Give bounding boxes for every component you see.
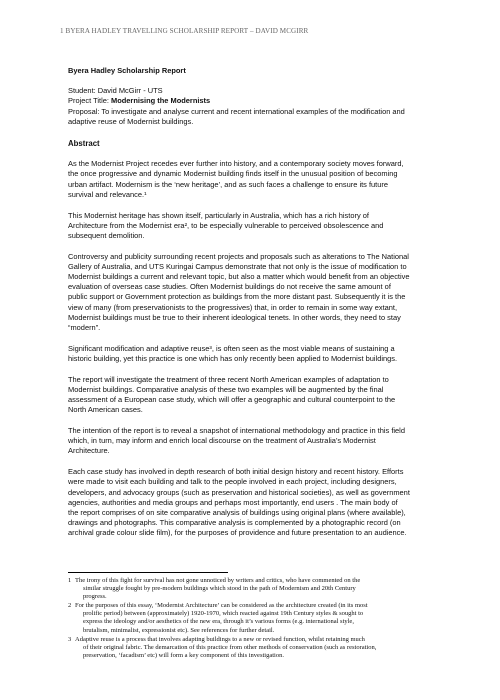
footnotes xyxy=(68,572,463,661)
footnote-line: For the purposes of this essay, ‘Modernist Architecture’ can be considered as the architecture created (in its most xyxy=(75,602,368,610)
footnote-number: 1 xyxy=(68,577,72,584)
footnote-line: The irony of this fight for survival has not gone unnoticed by writers and critics, who have commented on the xyxy=(75,577,361,584)
text-line: Architecture. xyxy=(68,446,110,456)
text-line: Modernist buildings. Comparative analysis of these two examples will be augmented by the final xyxy=(68,384,384,394)
text-line: The report will investigate the treatment of three recent North American examples of adaptation to xyxy=(68,374,389,384)
project-title: Modernising the Modernists xyxy=(111,96,211,106)
abstract-paragraph-3 xyxy=(68,252,463,334)
footnote-rule xyxy=(68,572,228,573)
text-line: This Modernist heritage has shown itself, particularly in Australia, which has a rich history of xyxy=(68,210,369,220)
proposal-line: adaptive reuse of Modernist buildings. xyxy=(68,116,194,126)
footnote-number: 3 xyxy=(68,635,72,643)
abstract-paragraph-4 xyxy=(68,344,463,364)
text-line: archival grade colour slide film), for the purposes of providence and future presentation to an audience. xyxy=(68,528,407,538)
abstract-paragraph-6 xyxy=(68,426,463,457)
text-line: the once progressive and dynamic Modernist building finds itself in the unusual position of becoming xyxy=(68,169,398,179)
text-line: Gallery of Australia, and UTS Kuringai Campus demonstrate that not only is the issue of modification to xyxy=(68,261,407,271)
text-line: Controversy and publicity surrounding recent projects and proposals such as alterations to The National xyxy=(68,251,409,261)
text-line: drawings and photographs. This comparative analysis is complemented by a photographic record (on xyxy=(68,518,401,528)
text-line: Significant modification and adaptive reuse³, is often seen as the most viable means of sustaining a xyxy=(68,343,395,353)
text-line: the report comprises of on site comparative analysis of buildings using original plans (where available), xyxy=(68,507,406,517)
abstract-paragraph-5 xyxy=(68,375,463,416)
text-line: As the Modernist Project recedes ever further into history, and a contemporary society moves forward, xyxy=(68,159,404,169)
footnote-number: 2 xyxy=(68,602,72,610)
text-line: North American cases. xyxy=(68,405,143,415)
text-line: historic building, yet this practice is one which has only recently been applied to Modernist buildings. xyxy=(68,353,398,363)
text-line: evaluation of overseas case studies. Often Modernist buildings do not receive the same amount of xyxy=(68,282,391,292)
footnote-line: Adaptive reuse is a process that involves adapting buildings to a new or revised function, whilst retaining much xyxy=(75,635,365,643)
text-line: urban artifact. Modernism is the ‘new heritage’, and as such faces a challenge to ensure its future xyxy=(68,179,388,189)
project-title-label: Project Title: xyxy=(68,96,111,106)
project-title-line xyxy=(68,96,463,106)
text-line: survival and relevance.¹ xyxy=(68,189,147,199)
student-line: Student: David McGirr - UTS xyxy=(68,86,163,96)
text-line: Modernist buildings a current and relevant topic, but also a matter which would benefit from an objective xyxy=(68,272,410,282)
text-line: Architecture from the Modernist era², to be especially vulnerable to perceived obsolescence and xyxy=(68,220,384,230)
text-line: which, in turn, may inform and enrich local discourse on the treatment of Australia’s Modernist xyxy=(68,436,376,446)
text-line: The intention of the report is to reveal a snapshot of international methodology and practice in this field xyxy=(68,425,405,435)
report-meta xyxy=(68,86,463,127)
text-line: view of many (from preservationists to the progressives) that, in order to remain in some way extant, xyxy=(68,302,398,312)
text-line: subsequent demolition. xyxy=(68,230,145,240)
text-line: “modern”. xyxy=(68,323,101,333)
footnote-line: of their original fabric. The demarcation of this practice from other methods of conservation (such as restoration, xyxy=(83,643,377,651)
text-line: developers, and advocacy groups (such as preservation and historical societies), as well as government xyxy=(68,487,410,497)
abstract-heading: Abstract xyxy=(68,139,100,149)
report-title: Byera Hadley Scholarship Report xyxy=(68,66,186,75)
text-line: Each case study has involved in depth research of both initial design history and recent history. Efforts xyxy=(68,467,404,477)
report-body xyxy=(68,66,463,549)
footnote-line: progress. xyxy=(83,593,107,601)
running-header: 1 BYERA HADLEY TRAVELLING SCHOLARSHIP REPORT – DAVID MCGIRR xyxy=(60,27,309,35)
abstract-paragraph-7 xyxy=(68,467,463,538)
abstract-paragraph-1 xyxy=(68,159,463,200)
footnote-1 xyxy=(68,577,463,601)
text-line: public support or Government protection as buildings from the more distant past. Subsequently it is the xyxy=(68,292,406,302)
abstract-paragraph-2 xyxy=(68,211,463,242)
footnote-line: similar struggle fought by pre-modern buildings which stood in the path of Modernism and 20th Century xyxy=(83,585,356,593)
text-line: were made to visit each building and talk to the people involved in each project, including designers, xyxy=(68,477,397,487)
text-line: Modernist buildings must be true to their inherent ideological tenets. In other words, they need to stay xyxy=(68,312,401,322)
proposal-line: Proposal: To investigate and analyse current and recent international examples of the modification and xyxy=(68,106,405,116)
footnote-line: express the ideology and/or aesthetics of the new era, through it’s various forms (e.g. international style, xyxy=(83,618,354,626)
footnote-line: preservation, ‘facadism’ etc) will form a key component of this investigation. xyxy=(83,651,284,659)
footnote-line: brutalism, minimalist, expressionist etc). See references for further detail. xyxy=(83,626,275,634)
text-line: agencies, authorities and media groups and perhaps most importantly, end users . The main body of xyxy=(68,497,398,507)
footnote-2 xyxy=(68,602,463,634)
text-line: assessment of a European case study, which will offer a geographic and cultural counterpoint to the xyxy=(68,395,396,405)
footnote-line: prolific period) between (approximately) 1920-1970, which reacted against 19th Century styles & sought to xyxy=(83,610,364,618)
footnote-3 xyxy=(68,636,463,660)
